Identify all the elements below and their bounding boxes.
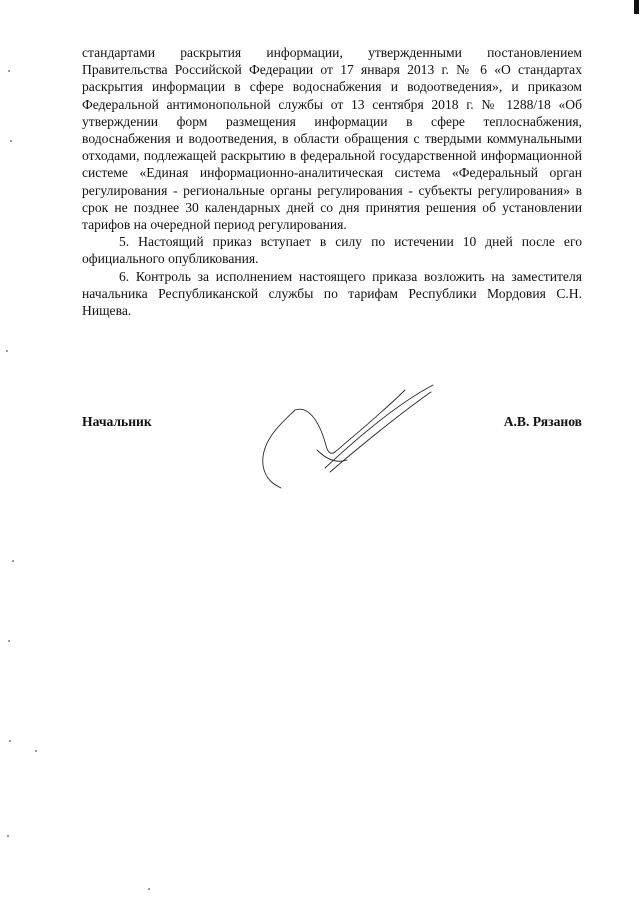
paragraph-item-6: 6. Контроль за исполнением настоящего приказа возложить на заместителя начальника Республиканской службы по тарифам Республики Мордовия С.Н. Нищева. — [82, 268, 582, 319]
scan-speck — [8, 70, 10, 72]
scan-speck — [7, 835, 9, 837]
scan-speck — [8, 640, 10, 642]
scan-speck — [10, 140, 12, 142]
scan-speck — [9, 740, 11, 742]
handwritten-signature — [255, 380, 445, 490]
scan-speck — [6, 350, 8, 352]
scan-speck — [35, 750, 37, 752]
paragraph-item-5: 5. Настоящий приказ вступает в силу по истечении 10 дней после его официального опубликования. — [82, 234, 582, 267]
scan-edge-mark — [634, 0, 639, 14]
scan-speck — [148, 888, 150, 890]
scan-speck — [12, 560, 14, 562]
signer-name: А.В. Рязанов — [503, 414, 582, 429]
position-title: Начальник — [82, 414, 152, 429]
document-body — [82, 44, 582, 319]
paragraph-continuation: стандартами раскрытия информации, утвержденными постановлением Правительства Российской Федерации от 17 января 2013 г. № 6 «О стандартах раскрытия информации в сфере водоснабжения и водоотведения», и приказом Федеральной антимонопольной службы от 13 сентября 2018 г. № 1288/18 «Об утверждении форм размещения информации в сфере теплоснабжения, водоснабжения и водоотведения, в области обращения с твердыми коммунальными отходами, подлежащей раскрытию в федеральной государственной информационной системе «Единая информационно-аналитическая система «Федеральный орган регулирования - региональные органы регулирования - субъекты регулирования» в срок не позднее 30 календарных дней со дня принятия решения об установлении тарифов на очередной период регулирования. — [82, 45, 582, 233]
